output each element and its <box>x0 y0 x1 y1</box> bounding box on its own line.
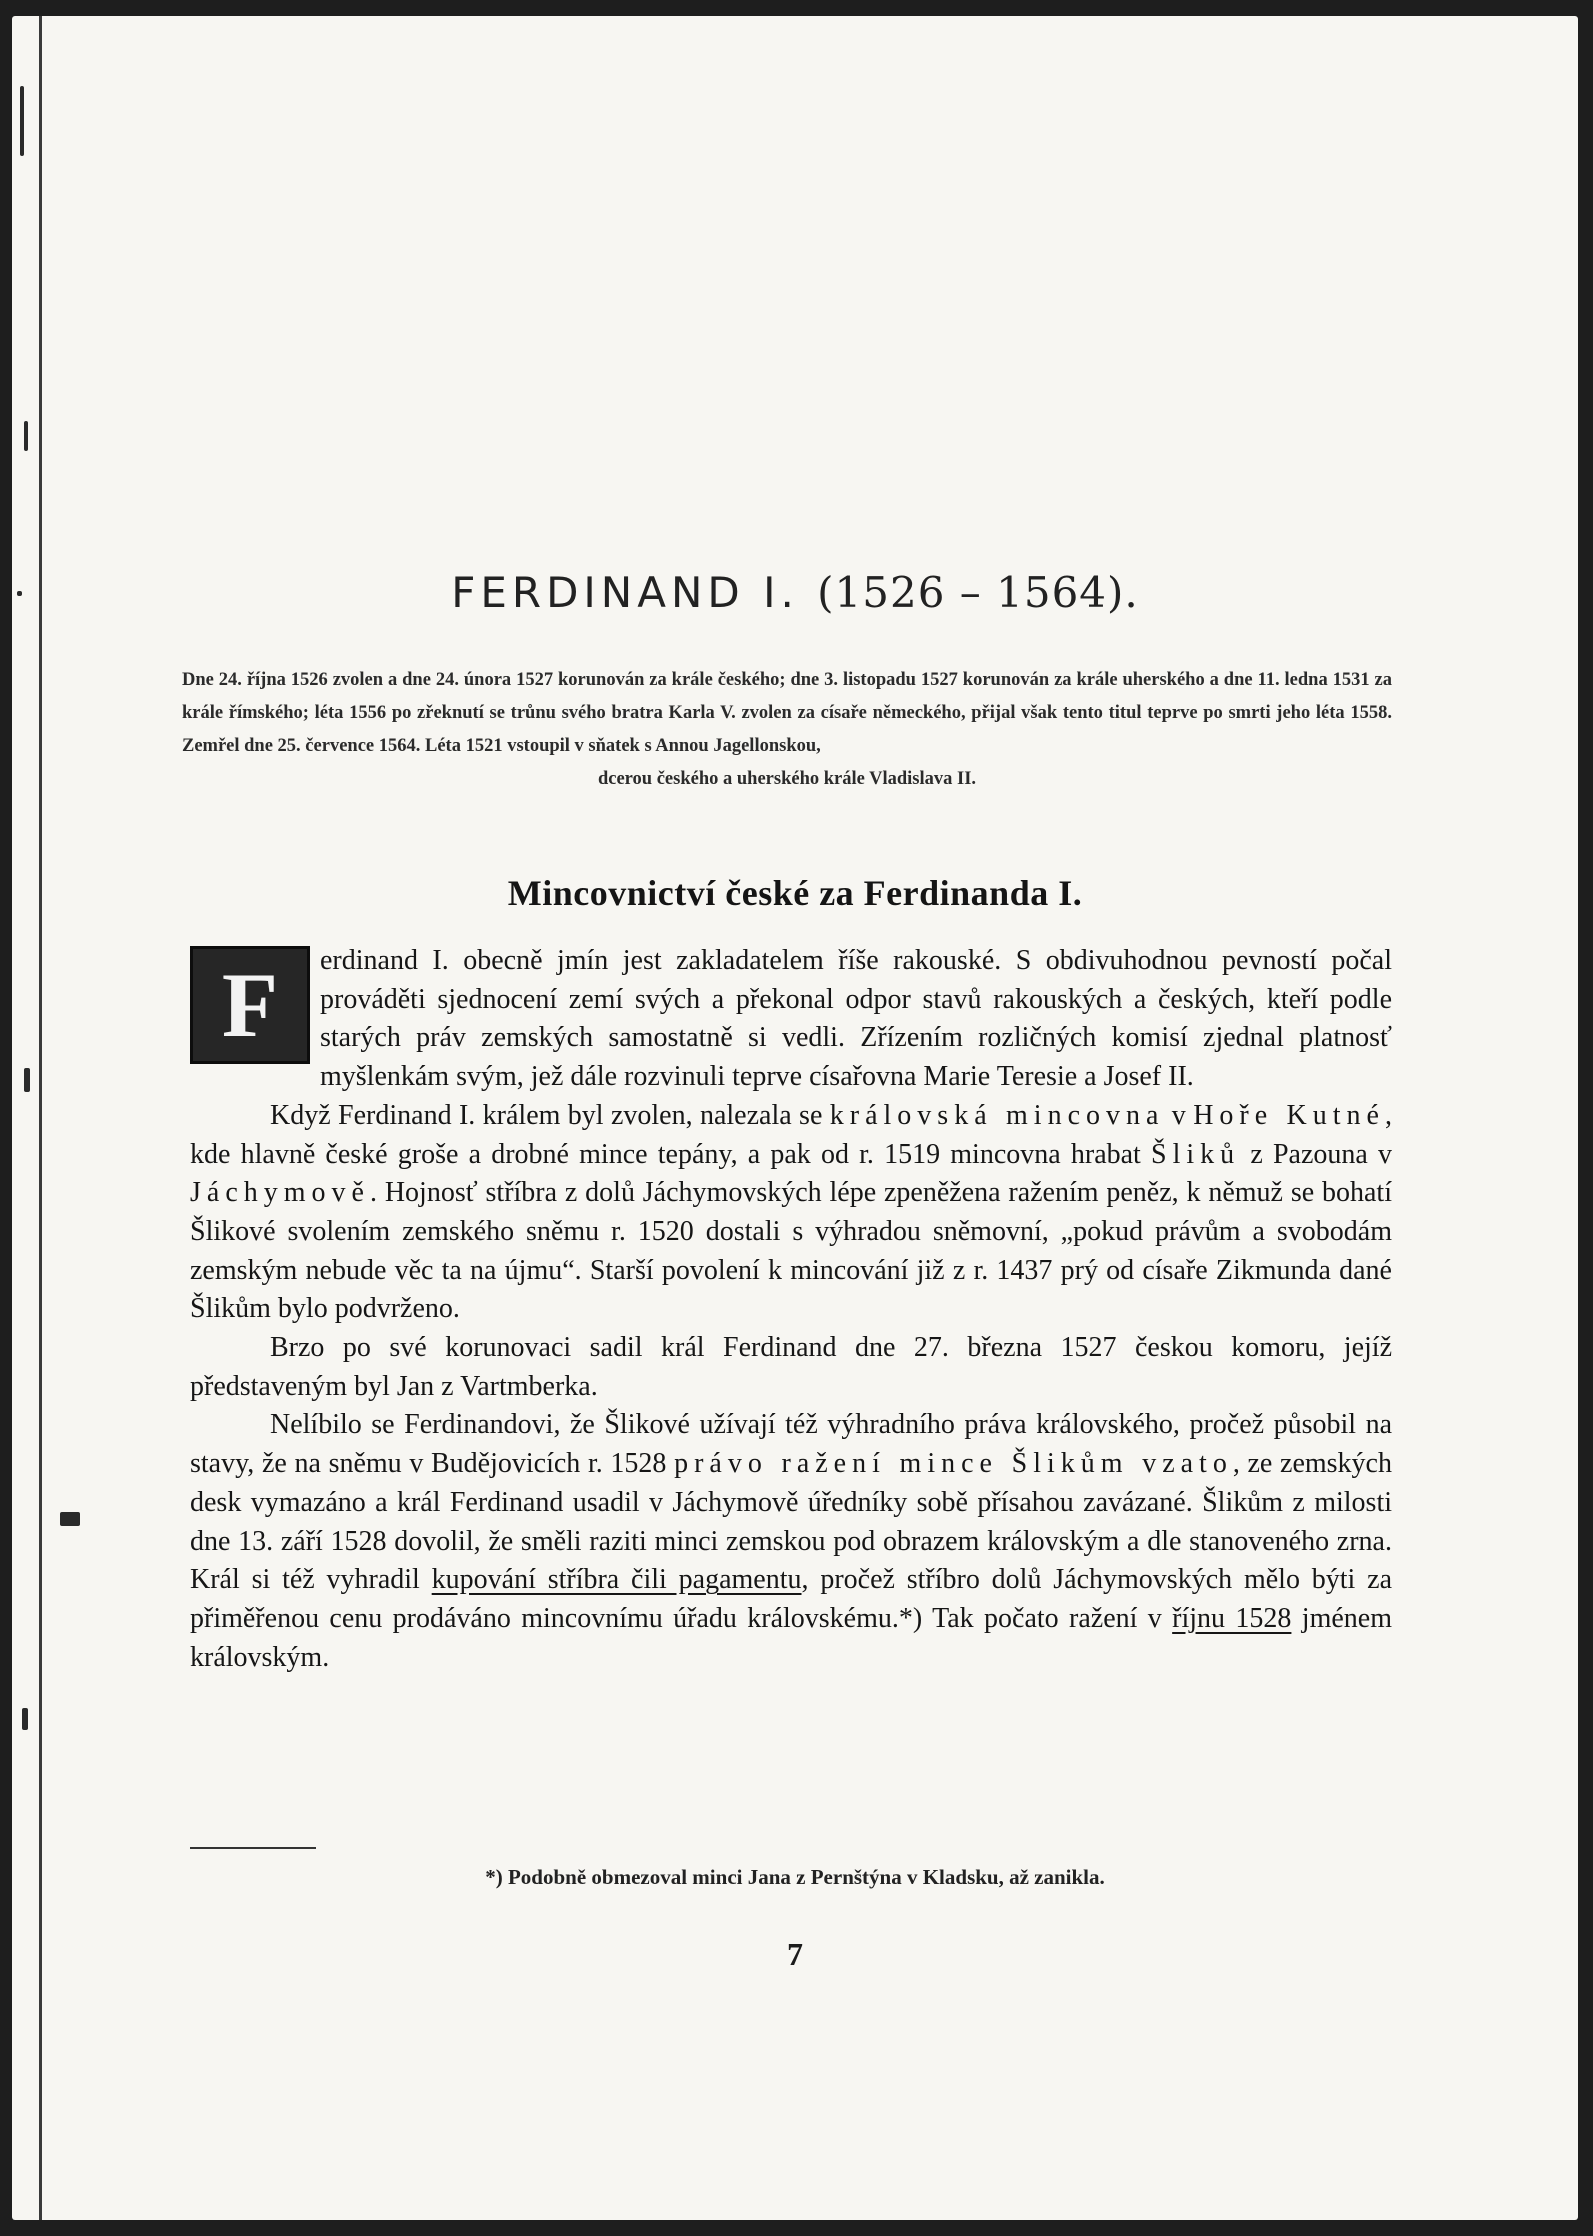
decorated-initial: F <box>190 946 310 1064</box>
spaced-term: královská mincovna <box>829 1099 1165 1131</box>
title-main: FERDINAND I. <box>451 568 799 617</box>
paragraph-4: Nelíbilo se Ferdinandovi, že Šlikové užívají též výhradního práva královského, pročež působil na stavy, že na sněmu v Budějovicích r. 1528 právo ražení mince Šlikům vzato, ze zemských desk vymazáno a král Ferdinand usadil v Jáchymově úředníky sobě přísahou zavázané. Šlikům z milosti dne 13. září 1528 dovolil, že směli raziti minci zemskou pod obrazem královským a dle stanoveného zrna. Král si též vyhradil kupování stříbra čili pagamentu, pročež stříbro dolů Jáchymovských mělo býti za přiměřenou cenu prodáváno mincovnímu úřadu královskému.*) Tak počato ražení v říjnu 1528 jménem královským. <box>190 1409 1393 1673</box>
page-title <box>12 568 1578 617</box>
spaced-term: právo ražení mince Šlikům vzato <box>674 1448 1233 1480</box>
spaced-term: Jáchymově <box>190 1177 370 1209</box>
book-page <box>12 16 1578 2220</box>
underlined-phrase: říjnu 1528 <box>1172 1602 1292 1634</box>
intro-text: Dne 24. října 1526 zvolen a dne 24. února 1527 korunován za krále českého; dne 3. listopadu 1527 korunován za krále uherského a dne 11. ledna 1531 za krále římského; léta 1556 po zřeknutí se trůnu svého bratra Karla V. zvolen za císaře německého, přijal však tento titul teprve po smrti jeho léta 1558. Zemřel dne 25. července 1564. Léta 1521 vstoupil v sňatek s Annou Jagellonskou, <box>182 670 1392 756</box>
margin-mark <box>20 86 24 156</box>
footnote-rule <box>190 1847 316 1849</box>
margin-mark <box>24 1068 30 1092</box>
body-text <box>190 942 1392 1677</box>
intro-paragraph <box>182 664 1392 796</box>
spaced-term: Šliků <box>1151 1138 1241 1170</box>
margin-mark <box>60 1512 80 1526</box>
margin-mark <box>24 421 28 451</box>
paragraph-1: erdinand I. obecně jmín jest zakladatelem říše rakouské. S obdivuhodnou pevností počal prováděti sjednocení zemí svých a překonal odpor stavů rakouských a českých, kteří podle starých práv zemských samostatně si vedli. Zřízením rozličných komisí zjednal platnosť myšlenkám svým, jež dále rozvinuli teprve císařovna Marie Teresie a Josef II. <box>320 945 1392 1093</box>
title-years: (1526 – 1564). <box>817 568 1139 617</box>
spaced-term: Hoře Kutné <box>1193 1099 1385 1131</box>
margin-mark <box>22 1708 28 1730</box>
paragraph-3: Brzo po své korunovaci sadil král Ferdinand dne 27. března 1527 českou komoru, jejíž představeným byl Jan z Vartmberka. <box>190 1332 1392 1402</box>
paragraph-2: Když Ferdinand I. králem byl zvolen, nalezala se královská mincovna v Hoře Kutné, kde hlavně české groše a drobné mince tepány, a pak od r. 1519 mincovna hrabat Šliků z Pazouna v Jáchymově. Hojnosť stříbra z dolů Jáchymovských lépe zpeněžena ražením peněz, k němuž se bohatí Šlikové svolením zemského sněmu r. 1520 dostali s výhradou sněmovní, „pokud právům a svobodám zemským nebude věc ta na újmu“. Starší povolení k mincování již z r. 1437 prý od císaře Zikmunda dané Šlikům bylo podvrženo. <box>190 1099 1392 1325</box>
intro-last-line: dcerou českého a uherského krále Vladislava II. <box>597 769 977 789</box>
page-number: 7 <box>787 1936 803 1972</box>
footnote: *) Podobně obmezoval minci Jana z Pernštýna v Kladsku, až zanikla. <box>485 1865 1105 1889</box>
underlined-phrase: kupování stříbra čili pagamentu <box>431 1564 802 1596</box>
section-heading: Mincovnictví české za Ferdinanda I. <box>507 873 1083 913</box>
